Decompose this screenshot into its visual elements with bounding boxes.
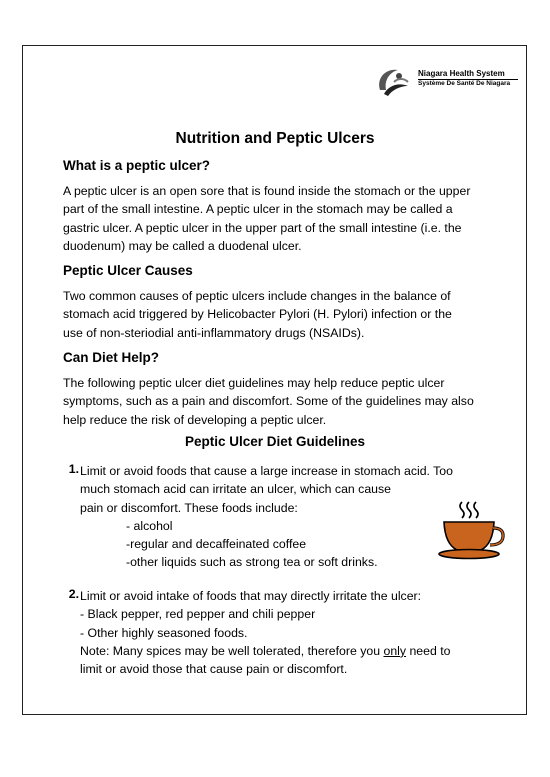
text-line: much stomach acid can irritate an ulcer, which can cause [80,482,391,497]
text-line: The following peptic ulcer diet guidelines may help reduce peptic ulcer [63,376,445,390]
coffee-cup-icon [436,500,508,562]
text-line: - Black pepper, red pepper and chili pepper [80,607,316,622]
niagara-health-logo [372,60,522,100]
logo-name-fr: Système De Santé De Niagara [418,80,511,87]
guideline-number: 2. [68,587,79,601]
section-heading-what-is: What is a peptic ulcer? [63,158,211,173]
section-body-causes [63,287,493,342]
niagara-health-emblem-icon [372,60,414,100]
text-line: A peptic ulcer is an open sore that is found inside the stomach or the upper [63,184,471,198]
text-line: pain or discomfort. These foods include: [80,500,298,515]
text-line: Limit or avoid foods that cause a large increase in stomach acid. Too [80,464,453,478]
guideline-number: 1. [68,462,79,476]
note-text: Note: Many spices may be well tolerated, therefore you [80,643,384,658]
sub-item: -other liquids such as strong tea or soft drinks. [126,555,378,570]
note-emphasis: only [383,643,407,658]
text-line: stomach acid triggered by Helicobacter Pylori (H. Pylori) infection or the [63,307,452,322]
note-line [80,642,500,660]
section-body-what-is [63,182,493,255]
text-line: part of the small intestine. A peptic ulcer in the stomach may be called a [63,202,453,217]
section-heading-diet: Can Diet Help? [63,350,160,365]
section-heading-causes: Peptic Ulcer Causes [63,263,193,278]
sub-item: - alcohol [126,518,173,533]
text-line: Limit or avoid intake of foods that may directly irritate the ulcer: [80,589,422,603]
note-text: need to [406,643,451,658]
section-body-diet [63,374,493,429]
sub-item: -regular and decaffeinated coffee [126,537,307,552]
text-line: symptoms, such as a pain and discomfort. Some of the guidelines may also [63,394,474,409]
text-line: - Other highly seasoned foods. [80,625,248,640]
text-line: Two common causes of peptic ulcers include changes in the balance of [63,289,451,303]
guidelines-heading: Peptic Ulcer Diet Guidelines [184,434,366,449]
text-line: help reduce the risk of developing a peptic ulcer. [63,412,327,427]
note-line-2: limit or avoid those that cause pain or discomfort. [80,662,348,677]
text-line: use of non-steriodial anti-inflammatory drugs (NSAIDs). [63,325,365,340]
text-line: duodenum) may be called a duodenal ulcer. [63,238,302,253]
text-line: gastric ulcer. A peptic ulcer in the upper part of the small intestine (i.e. the [63,220,462,235]
guideline-item-2 [80,587,500,678]
logo-name-en: Niagara Health System [418,69,505,78]
page-title: Nutrition and Peptic Ulcers [175,130,375,147]
